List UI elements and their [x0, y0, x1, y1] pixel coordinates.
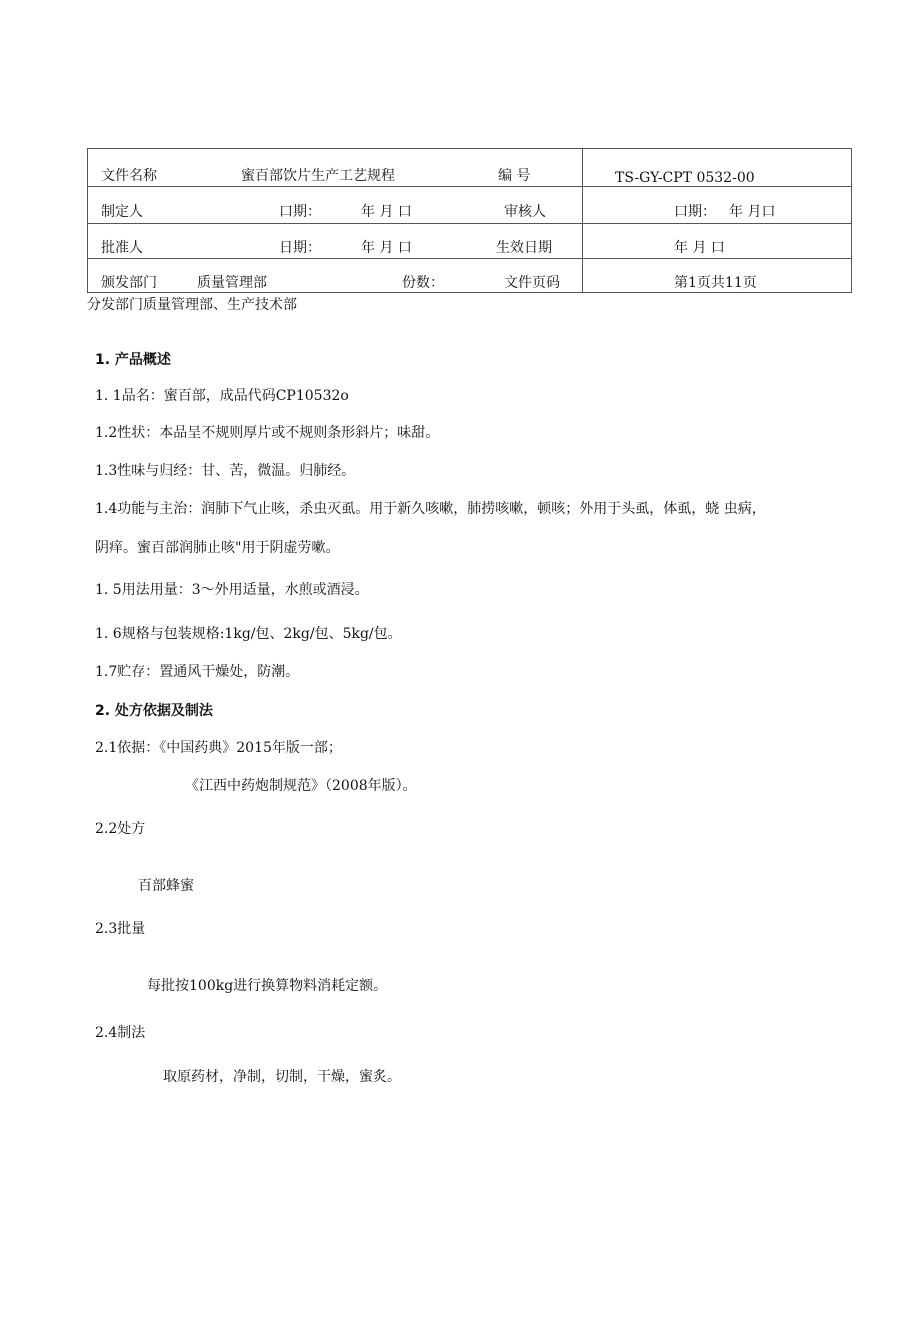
prescription-value: 百部蜂蜜 [138, 878, 194, 894]
code-label: 编 号 [498, 168, 531, 184]
approver-date-label: 日期： [279, 240, 321, 256]
author-date: 年 月 口 [361, 204, 412, 220]
file-title: 蜜百部饮片生产工艺规程 [241, 168, 395, 184]
issuing-dept-label: 颁发部门 [101, 275, 157, 291]
document-header-table [87, 148, 852, 293]
reviewer-date-label: 口期： [674, 204, 716, 220]
reviewer-label: 审核人 [504, 204, 546, 220]
header-row-divider [88, 258, 851, 259]
product-name: 1. 1品名：蜜百部，成品代码CP10532o [95, 388, 349, 404]
reviewer-date: 年 月口 [729, 204, 776, 220]
copies-label: 份数： [402, 275, 444, 291]
header-column-divider [582, 149, 583, 292]
product-packaging: 1. 6规格与包装规格:1kg/包、2kg/包、5kg/包。 [95, 626, 402, 642]
approver-date: 年 月 口 [361, 240, 412, 256]
prescription-label: 2.2处方 [95, 821, 146, 837]
product-dosage: 1. 5用法用量：3〜外用适量，水煎或酒浸。 [95, 582, 369, 598]
author-label: 制定人 [101, 204, 143, 220]
method-value: 取原药材，净制，切制，干燥，蜜炙。 [163, 1069, 401, 1085]
section-2-heading: 2. 处方依据及制法 [95, 703, 213, 719]
page-count: 第1页共11页 [674, 275, 757, 291]
basis-line-1: 2.1依据：《中国药典》2015年版一部； [95, 740, 342, 756]
product-nature: 1.3性味与归经：甘、苦，微温。归肺经。 [95, 463, 356, 479]
section-1-heading: 1. 产品概述 [95, 352, 171, 368]
author-date-label: 口期： [279, 204, 321, 220]
approver-label: 批准人 [101, 240, 143, 256]
basis-line-2: 《江西中药炮制规范》（2008年版）。 [185, 778, 417, 794]
issuing-dept: 质量管理部 [197, 275, 267, 291]
batch-label: 2.3批量 [95, 921, 146, 937]
file-name-label: 文件名称 [101, 168, 157, 184]
distribution-line: 分发部门质量管理部、生产技术部 [87, 297, 297, 313]
product-function-cont: 阴痒。蜜百部润肺止咳"用于阴虚劳嗽。 [95, 540, 340, 556]
product-function: 1.4功能与主治：润肺下气止咳，杀虫灭虱。用于新久咳嗽，肺捞咳嗽，顿咳；外用于头虱，体虱，蛲 虫病， [95, 501, 766, 517]
header-row-divider [88, 223, 851, 224]
effective-date: 年 月 口 [674, 240, 725, 256]
product-storage: 1.7贮存：置通风干燥处，防潮。 [95, 664, 300, 680]
batch-value: 每批按100kg进行换算物料消耗定额。 [147, 978, 388, 994]
method-label: 2.4制法 [95, 1025, 146, 1041]
document-code: TS-GY-CPT 0532-00 [615, 170, 755, 186]
product-description: 1.2性状：本品呈不规则厚片或不规则条形斜片；味甜。 [95, 425, 440, 441]
page-code-label: 文件页码 [504, 275, 560, 291]
effective-date-label: 生效日期 [496, 240, 552, 256]
